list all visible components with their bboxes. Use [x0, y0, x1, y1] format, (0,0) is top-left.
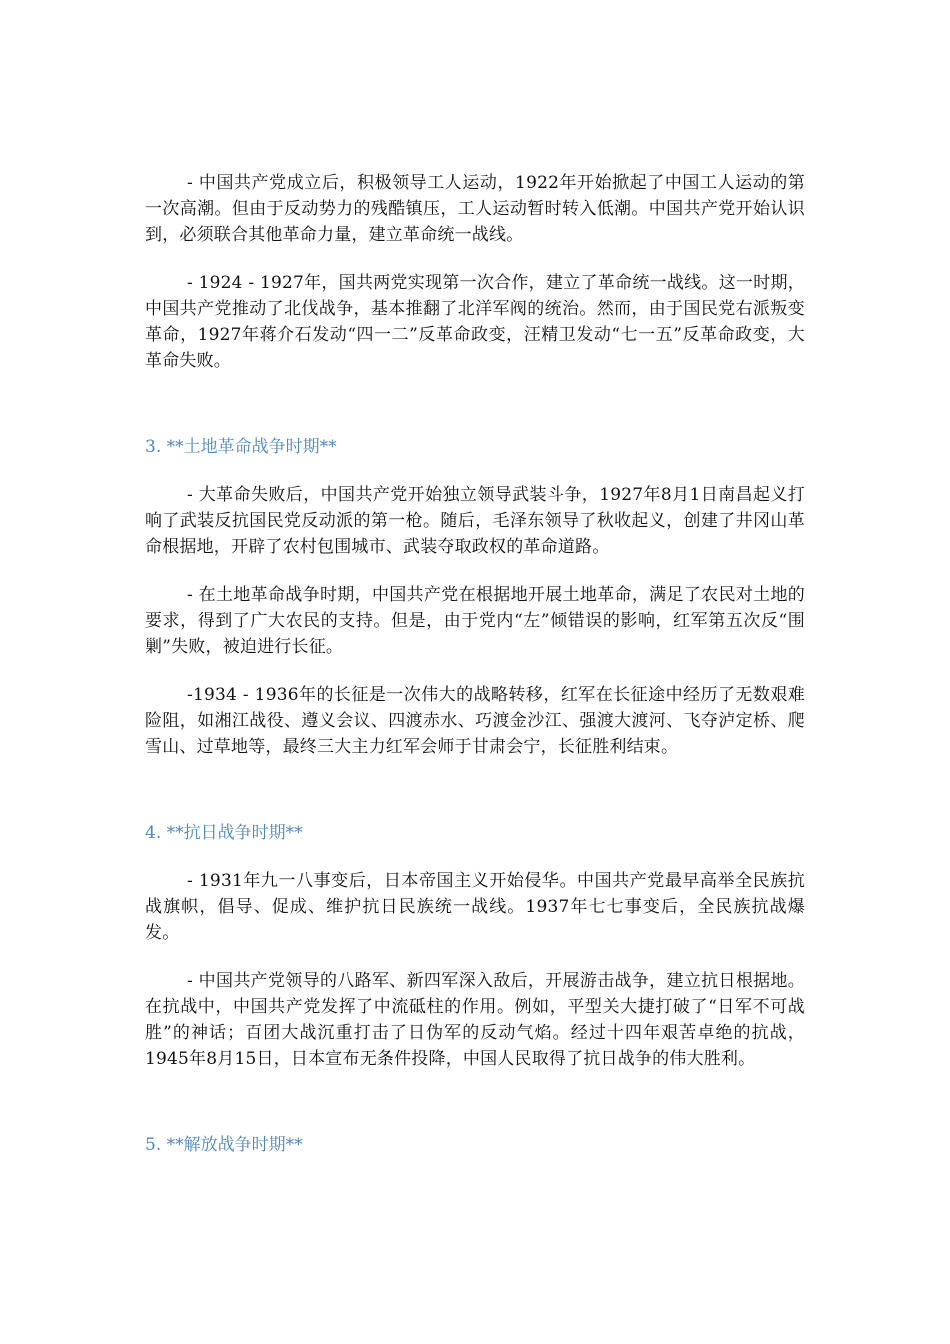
section-3-paragraph-3: -1934 - 1936年的长征是一次伟大的战略转移，红军在长征途中经历了无数艰难险阻，如湘江战役、遵义会议、四渡赤水、巧渡金沙江、强渡大渡河、飞夺泸定桥、爬雪山、过草地等，最终三大主力红军会师于甘肃会宁，长征胜利结束。: [145, 685, 805, 757]
section-5-heading: 5. **解放战争时期**: [145, 1135, 303, 1155]
section-3-paragraph-2: - 在土地革命战争时期，中国共产党在根据地开展土地革命，满足了农民对土地的要求，得到了广大农民的支持。但是，由于党内“左”倾错误的影响，红军第五次反“围剿”失败，被迫进行长征。: [145, 585, 805, 657]
section-4-heading: 4. **抗日战争时期**: [145, 823, 303, 843]
document-body: [145, 170, 805, 1158]
section-3-paragraph-1: - 大革命失败后，中国共产党开始独立领导武装斗争，1927年8月1日南昌起义打响了武装反抗国民党反动派的第一枪。随后，毛泽东领导了秋收起义，创建了井冈山革命根据地，开辟了农村包围城市、武装夺取政权的革命道路。: [145, 485, 805, 557]
intro-paragraph-2: - 1924 - 1927年，国共两党实现第一次合作，建立了革命统一战线。这一时期，中国共产党推动了北伐战争，基本推翻了北洋军阀的统治。然而，由于国民党右派叛变革命，1927年蒋介石发动“四一二”反革命政变，汪精卫发动“七一五”反革命政变，大革命失败。: [145, 273, 805, 371]
section-3-heading: 3. **土地革命战争时期**: [145, 437, 337, 457]
intro-paragraph-1: - 中国共产党成立后，积极领导工人运动，1922年开始掀起了中国工人运动的第一次高潮。但由于反动势力的残酷镇压，工人运动暂时转入低潮。中国共产党开始认识到，必须联合其他革命力量，建立革命统一战线。: [145, 173, 805, 245]
section-4-paragraph-2: - 中国共产党领导的八路军、新四军深入敌后，开展游击战争，建立抗日根据地。在抗战中，中国共产党发挥了中流砥柱的作用。例如，平型关大捷打破了“日军不可战胜”的神话；百团大战沉重打击了日伪军的反动气焰。经过十四年艰苦卓绝的抗战，1945年8月15日，日本宣布无条件投降，中国人民取得了抗日战争的伟大胜利。: [145, 971, 805, 1069]
section-4-paragraph-1: - 1931年九一八事变后，日本帝国主义开始侵华。中国共产党最早高举全民族抗战旗帜，倡导、促成、维护抗日民族统一战线。1937年七七事变后，全民族抗战爆发。: [145, 871, 805, 943]
